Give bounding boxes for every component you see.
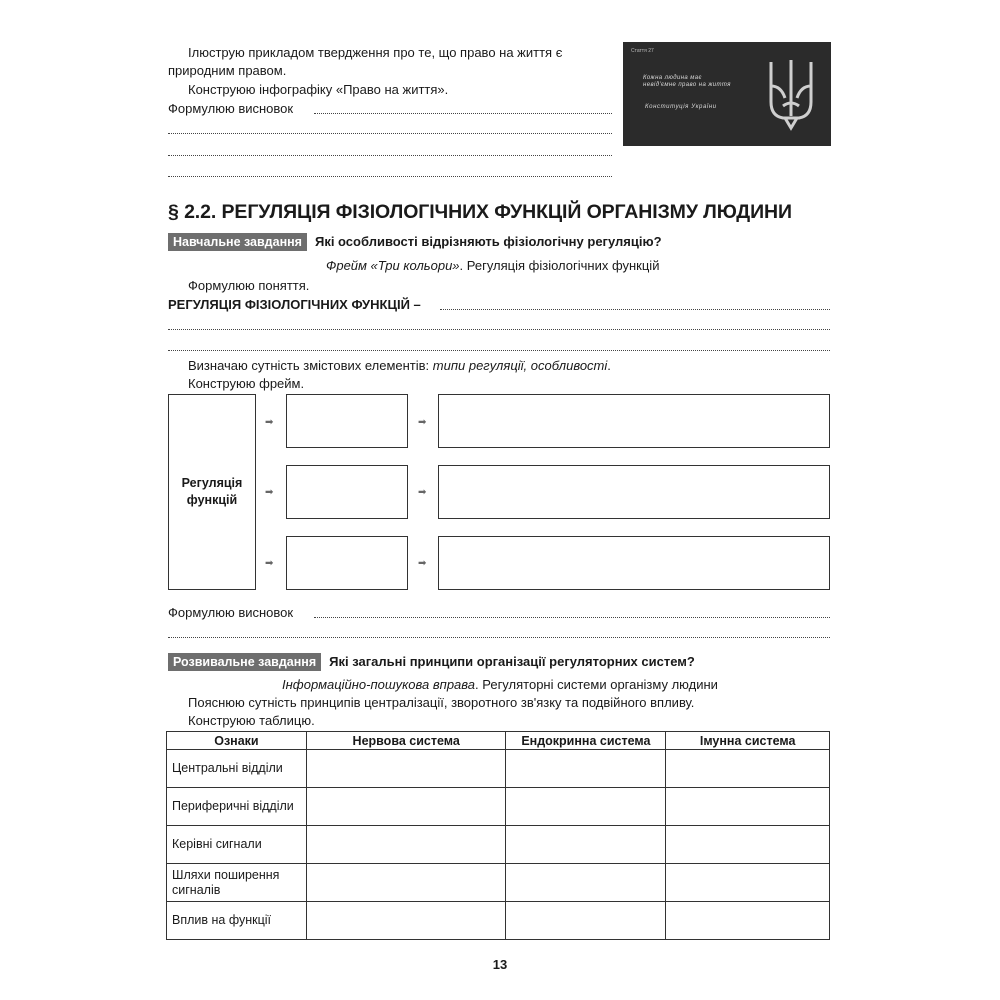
arrow-right-icon: ➡ bbox=[418, 558, 427, 569]
task1-question: Які особливості відрізняють фізіологічну регуляцію? bbox=[314, 234, 662, 249]
frame-type-box-1[interactable] bbox=[286, 394, 408, 448]
task2-subtitle-italic: Інформаційно-пошукова вправа bbox=[282, 677, 476, 692]
arrow-right-icon: ➡ bbox=[265, 558, 274, 569]
poster-small-text: Стаття 27 bbox=[631, 48, 654, 54]
task1-subtitle-italic: Фрейм «Три кольори» bbox=[326, 258, 460, 273]
table-row-label: Периферичні відділи bbox=[167, 788, 307, 826]
table-header-cell: Ендокринна система bbox=[506, 732, 666, 750]
task2-subtitle-rest: . Регуляторні системи організму людини bbox=[475, 677, 718, 692]
constitution-poster bbox=[623, 42, 831, 146]
table-cell[interactable] bbox=[506, 902, 666, 940]
frame-main-box bbox=[168, 394, 256, 590]
poster-text-line-2: невід'ємне право на життя bbox=[643, 82, 731, 88]
table-row bbox=[167, 826, 830, 864]
task1-conclusion-label: Формулюю висновок bbox=[168, 605, 294, 620]
task1-step2-italic: типи регуляції, особливості bbox=[432, 358, 608, 373]
intro-line-1: Ілюструю прикладом твердження про те, що право на життя є bbox=[188, 45, 563, 60]
table-cell[interactable] bbox=[506, 864, 666, 902]
section-title: § 2.2. РЕГУЛЯЦІЯ ФІЗІОЛОГІЧНИХ ФУНКЦІЙ ОРГАНІЗМУ ЛЮДИНИ bbox=[168, 201, 792, 223]
task1-header bbox=[168, 233, 662, 251]
table-header-cell: Імунна система bbox=[666, 732, 830, 750]
table-cell[interactable] bbox=[306, 902, 506, 940]
poster-text-line-1: Кожна людина має bbox=[643, 75, 702, 81]
table-cell[interactable] bbox=[506, 788, 666, 826]
table-cell[interactable] bbox=[306, 864, 506, 902]
table-row bbox=[167, 902, 830, 940]
task1-step3: Конструюю фрейм. bbox=[188, 376, 305, 391]
table-row-label: Вплив на функції bbox=[167, 902, 307, 940]
table-cell[interactable] bbox=[506, 826, 666, 864]
answer-line[interactable] bbox=[440, 309, 830, 310]
table-cell[interactable] bbox=[666, 902, 830, 940]
answer-line[interactable] bbox=[314, 113, 612, 114]
task2-header bbox=[168, 653, 695, 671]
table-row bbox=[167, 750, 830, 788]
table-cell[interactable] bbox=[306, 788, 506, 826]
task1-step2-suffix: . bbox=[607, 358, 611, 373]
answer-line[interactable] bbox=[314, 617, 830, 618]
table-header-cell: Нервова система bbox=[306, 732, 506, 750]
trident-emblem-icon bbox=[763, 56, 819, 134]
frame-feature-box-2[interactable] bbox=[438, 465, 830, 519]
answer-line[interactable] bbox=[168, 350, 830, 351]
table-row-label: Керівні сигнали bbox=[167, 826, 307, 864]
table-cell[interactable] bbox=[666, 864, 830, 902]
arrow-right-icon: ➡ bbox=[418, 417, 427, 428]
arrow-right-icon: ➡ bbox=[265, 487, 274, 498]
frame-type-box-2[interactable] bbox=[286, 465, 408, 519]
frame-main-line-1: Регуляція bbox=[181, 476, 243, 490]
task2-question: Які загальні принципи організації регуляторних систем? bbox=[329, 654, 695, 669]
intro-conclusion-label: Формулюю висновок bbox=[168, 101, 294, 116]
task1-tag: Навчальне завдання bbox=[168, 233, 307, 251]
table-row bbox=[167, 788, 830, 826]
task1-step2 bbox=[188, 358, 611, 374]
task2-tag: Розвивальне завдання bbox=[168, 653, 321, 671]
arrow-right-icon: ➡ bbox=[265, 417, 274, 428]
task2-step1: Пояснюю сутність принципів централізації, зворотного зв'язку та подвійного впливу. bbox=[188, 695, 695, 710]
table-row bbox=[167, 864, 830, 902]
table-cell[interactable] bbox=[506, 750, 666, 788]
frame-main-line-2: функцій bbox=[186, 493, 238, 507]
table-header-cell: Ознаки bbox=[167, 732, 307, 750]
arrow-right-icon: ➡ bbox=[418, 487, 427, 498]
page-number: 13 bbox=[492, 957, 508, 972]
table-row-label: Центральні відділи bbox=[167, 750, 307, 788]
table-row-label: Шляхи поширення сигналів bbox=[167, 864, 307, 902]
task1-step2-prefix: Визначаю сутність змістових елементів: bbox=[188, 358, 433, 373]
table-cell[interactable] bbox=[666, 826, 830, 864]
task2-step2: Конструюю таблицю. bbox=[188, 713, 315, 728]
frame-feature-box-1[interactable] bbox=[438, 394, 830, 448]
table-cell[interactable] bbox=[306, 750, 506, 788]
frame-feature-box-3[interactable] bbox=[438, 536, 830, 590]
answer-line[interactable] bbox=[168, 155, 612, 156]
task1-step1: Формулюю поняття. bbox=[188, 278, 310, 293]
intro-line-3: Конструюю інфографіку «Право на життя». bbox=[188, 82, 449, 97]
intro-line-2: природним правом. bbox=[168, 63, 287, 78]
task1-subtitle bbox=[326, 258, 659, 274]
table-cell[interactable] bbox=[666, 788, 830, 826]
answer-line[interactable] bbox=[168, 329, 830, 330]
answer-line[interactable] bbox=[168, 637, 830, 638]
task1-subtitle-rest: . Регуляція фізіологічних функцій bbox=[459, 258, 660, 273]
answer-line[interactable] bbox=[168, 133, 612, 134]
frame-type-box-3[interactable] bbox=[286, 536, 408, 590]
regulatory-systems-table bbox=[166, 731, 830, 940]
poster-footer: Конституція України bbox=[645, 104, 717, 110]
task2-subtitle bbox=[282, 677, 718, 693]
answer-line[interactable] bbox=[168, 176, 612, 177]
table-cell[interactable] bbox=[666, 750, 830, 788]
task1-term: РЕГУЛЯЦІЯ ФІЗІОЛОГІЧНИХ ФУНКЦІЙ – bbox=[168, 297, 421, 312]
table-cell[interactable] bbox=[306, 826, 506, 864]
poster-text bbox=[643, 75, 731, 89]
table-header-row bbox=[167, 732, 830, 750]
